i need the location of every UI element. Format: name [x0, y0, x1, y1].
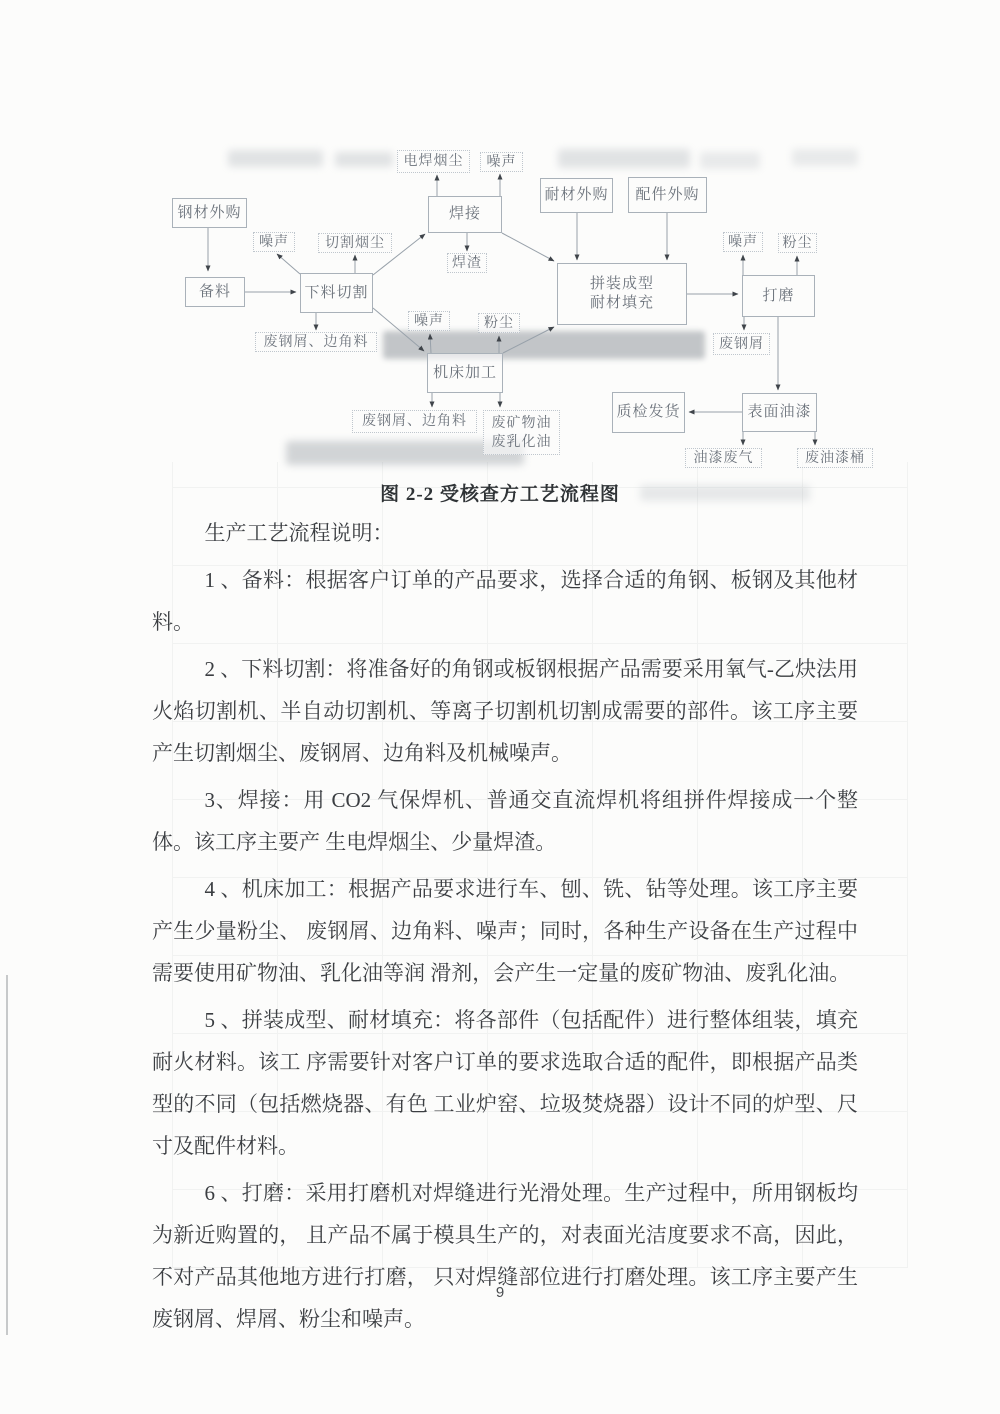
node-label: 机床加工 — [432, 364, 497, 381]
node-cut-fume — [318, 233, 392, 253]
node-noise-grind — [723, 232, 763, 252]
scan-edge-artifact — [6, 975, 8, 1335]
node-label: 拼装成型 — [589, 276, 654, 292]
node-label: 备料 — [198, 283, 231, 300]
node-noise-weld — [480, 152, 523, 172]
node-label: 粉尘 — [484, 315, 514, 331]
node-assembly — [557, 263, 687, 325]
node-grinding — [742, 275, 815, 317]
node-dust-machine — [478, 313, 520, 333]
node-label: 电焊烟尘 — [403, 154, 464, 169]
node-label: 废钢屑 — [719, 336, 764, 352]
node-machining — [427, 353, 503, 393]
node-label: 噪声 — [259, 234, 289, 250]
paragraph-1: 1 、备料：根据客户订单的产品要求，选择合适的角钢、板钢及其他材料。 — [152, 568, 858, 634]
node-label: 下料切割 — [304, 284, 369, 301]
node-prepare — [185, 277, 245, 307]
node-label: 废乳化油 — [491, 434, 552, 450]
node-qc — [612, 392, 685, 433]
node-refractory-purchase — [540, 178, 613, 213]
node-label: 焊接 — [448, 206, 481, 222]
node-scrap-grind — [713, 333, 770, 355]
node-painting — [742, 393, 817, 432]
node-welding — [428, 196, 502, 233]
node-paint-bucket — [797, 448, 873, 468]
node-scrap-cut — [255, 332, 377, 352]
node-label: 粉尘 — [782, 235, 813, 251]
node-label: 废矿物油 — [491, 415, 552, 431]
figure-caption: 图 2-2 受核查方工艺流程图 — [380, 484, 620, 505]
node-noise-machine — [408, 311, 450, 331]
node-label: 质检发货 — [616, 404, 681, 420]
paragraph-6: 6 、打磨：采用打磨机对焊缝进行光滑处理。生产过程中，所用钢板均为新近购置的， 且产品不属于模具生产的，对表面光洁度要求不高，因此，不对产品其他地方进行打磨， 只对焊缝部位进行打磨处理。该工序主要产生废钢屑、焊屑、粉尘和噪声。 — [152, 1181, 858, 1331]
node-paint-exhaust — [685, 448, 762, 468]
node-label: 噪声 — [414, 313, 444, 329]
node-label: 废钢屑、边角料 — [263, 334, 369, 350]
paragraph-3: 3、焊接：用 CO2 气保焊机、普通交直流焊机将组拼件焊接成一个整体。该工序主要产 生电焊烟尘、少量焊渣。 — [152, 788, 858, 854]
node-steel-purchase — [172, 198, 247, 228]
node-weld-slag — [447, 253, 487, 273]
node-label: 油漆废气 — [693, 450, 754, 466]
node-label: 钢材外购 — [177, 204, 242, 221]
paragraph-4: 4 、机床加工：根据产品要求进行车、刨、铣、钻等处理。该工序主要产生少量粉尘、 废钢屑、边角料、噪声；同时，各种生产设备在生产过程中需要使用矿物油、乳化油等润 滑剂，会产生一定量的废矿物油、废乳化油。 — [152, 877, 858, 985]
node-label: 噪声 — [728, 234, 758, 250]
intro-line: 生产工艺流程说明： — [204, 521, 394, 545]
node-parts-purchase — [628, 177, 707, 213]
node-label: 噪声 — [486, 154, 517, 170]
node-dust-grind — [778, 233, 817, 253]
node-waste-oil — [483, 410, 560, 455]
node-label: 切割烟尘 — [325, 235, 385, 251]
body-text — [152, 512, 858, 1345]
node-label: 焊渣 — [452, 255, 482, 271]
node-scrap-machine — [352, 410, 477, 433]
node-noise-cut — [253, 232, 295, 252]
node-label: 废钢屑、边角料 — [362, 414, 467, 429]
paragraph-5: 5 、拼装成型、耐材填充：将各部件（包括配件）进行整体组装，填充耐火材料。该工 序需要针对客户订单的要求选取合适的配件，即根据产品类型的不同（包括燃烧器、有色 工业炉窑、垃圾焚烧器）设计不同的炉型、尺寸及配件材料。 — [152, 1008, 858, 1158]
node-label: 耐材外购 — [544, 187, 609, 203]
paragraph-2: 2 、下料切割：将准备好的角钢或板钢根据产品需要采用氧气-乙炔法用火焰切割机、半自动切割机、等离子切割机切割成需要的部件。该工序主要产生切割烟尘、废钢屑、边角料及机械噪声。 — [152, 657, 858, 765]
node-label: 废油漆桶 — [805, 450, 865, 466]
node-label: 配件外购 — [635, 186, 700, 203]
node-cutting — [300, 273, 373, 313]
node-label: 耐材填充 — [589, 295, 654, 311]
node-weld-fume — [397, 150, 470, 173]
node-label: 表面油漆 — [747, 404, 812, 420]
node-label: 打磨 — [762, 287, 795, 304]
page-number: 9 — [495, 1284, 505, 1301]
process-flow-diagram — [150, 140, 890, 475]
